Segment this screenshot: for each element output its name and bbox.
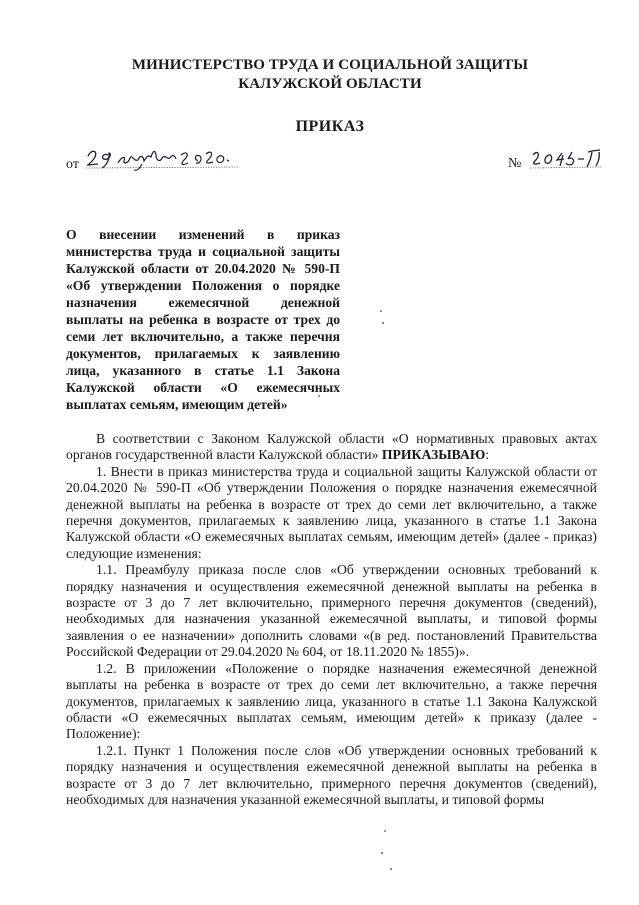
paragraph-1: 1. Внести в приказ министерства труда и социальной защиты Калужской области от 20.04.2020 № 590-П «Об утверждении Положения о порядке назначения ежемесячной денежной выплаты на ребенка в возрасте от трех до семи лет включительно, а также перечня документов, прилагаемых к заявлению лица, указанного в статье 1.1 Закона Калужской области «О ежемесячных выплатах семьям, имеющим детей» (далее - приказ) следующие изменения: xyxy=(66,463,597,561)
scan-speck xyxy=(380,310,382,312)
handwritten-order-number xyxy=(530,146,605,172)
order-subject: О внесении изменений в приказ министерства труда и социальной защиты Калужской области от 20.04.2020 № 590-П «Об утверждении Положения о порядке назначения ежемесячной денежной выплаты на ребенка в возрасте от трех до семи лет включительно, а также перечня документов, прилагаемых к заявлению лица, указанного в статье 1.1 Закона Калужской области «О ежемесячных выплатах семьям, имеющим детей» xyxy=(66,227,340,412)
date-prefix: от xyxy=(66,157,79,172)
preamble-text: В соответствии с Законом Калужской области «О нормативных правовых актах органов государственной власти Калужской области» xyxy=(66,431,597,463)
org-line-1: МИНИСТЕРСТВО ТРУДА И СОЦИАЛЬНОЙ ЗАЩИТЫ xyxy=(131,57,529,73)
scan-speck xyxy=(318,395,320,397)
handwritten-date xyxy=(82,146,242,172)
organization-header xyxy=(100,56,560,94)
number-prefix: № xyxy=(508,156,522,171)
order-body xyxy=(66,431,597,808)
paragraph-1-2-1: 1.2.1. Пункт 1 Положения после слов «Об утверждении основных требований к порядку назначения и осуществления ежемесячной денежной выплаты на ребенка в возрасте от 3 до 7 лет включительно, примерного перечня документов (сведений), необходимых для назначения указанной ежемесячной выплаты, и типовой формы xyxy=(66,742,597,807)
org-line-2: КАЛУЖСКОЙ ОБЛАСТИ xyxy=(238,76,422,92)
paragraph-1-2: 1.2. В приложении «Положение о порядке назначения ежемесячной денежной выплаты на ребенка в возрасте от трех до семи лет включительно, а также перечня документов, прилагаемых к заявлению лица, указанного в статье 1.1 Закона Калужской области «О ежемесячных выплатах семьям, имеющим детей» к приказу (далее - Положение): xyxy=(66,660,597,742)
paragraph-1-1: 1.1. Преамбулу приказа после слов «Об утверждении основных требований к порядку назначения и осуществления ежемесячной денежной выплаты на ребенка в возрасте от 3 до 7 лет включительно, примерного перечня документов (сведений), необходимых для назначения указанной ежемесячной выплаты, и типовой формы заявления о ее назначении» дополнить словами «(в ред. постановлений Правительства Российской Федерации от 29.04.2020 № 604, от 18.11.2020 № 1855)». xyxy=(66,562,597,660)
order-keyword: ПРИКАЗЫВАЮ xyxy=(381,447,486,463)
scan-speck xyxy=(390,868,392,870)
scan-speck xyxy=(382,322,384,324)
scan-speck xyxy=(384,830,386,832)
preamble-paragraph xyxy=(66,431,597,464)
document-type-title: ПРИКАЗ xyxy=(295,118,365,135)
scan-speck xyxy=(381,852,383,854)
preamble-colon: : xyxy=(485,447,490,463)
